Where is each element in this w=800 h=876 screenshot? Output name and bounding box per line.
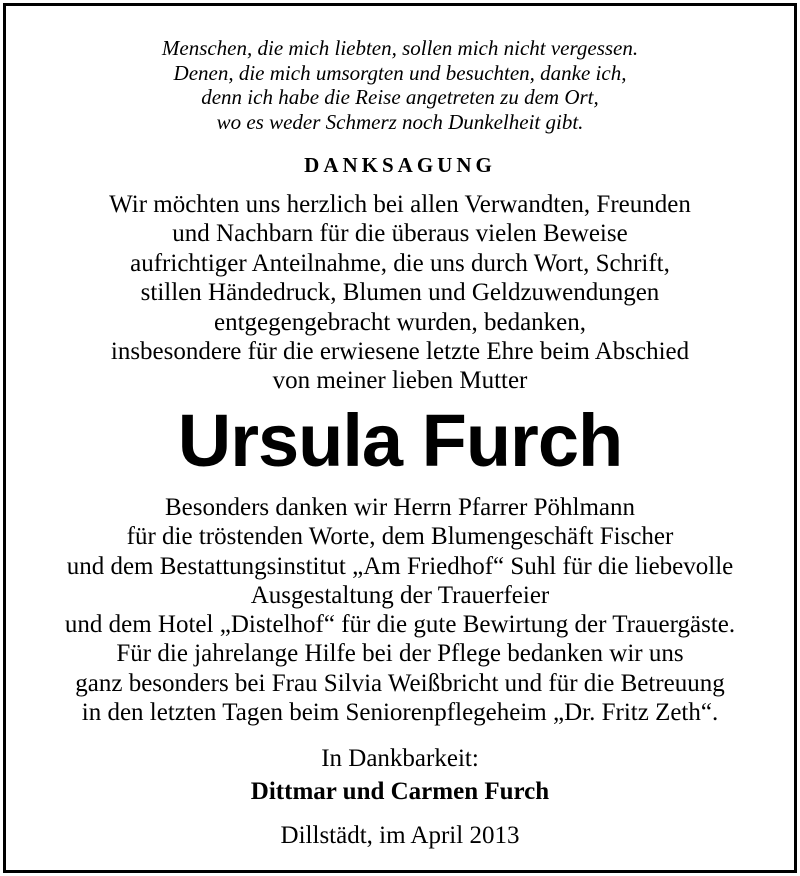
- text-line: und dem Hotel „Distelhof“ für die gute Bewirtung der Trauergäste.: [64, 611, 736, 639]
- deceased-name: Ursula Furch: [177, 399, 623, 482]
- special-thanks-text: [6, 493, 794, 727]
- text-line: Wir möchten uns herzlich bei allen Verwandten, Freunden: [109, 191, 691, 218]
- acknowledgement-text: [6, 190, 794, 396]
- text-line: aufrichtiger Anteilnahme, die uns durch Wort, Schrift,: [130, 249, 670, 277]
- text-line: und dem Bestattungsinstitut „Am Friedhof“ Suhl für die liebevolle: [66, 552, 734, 580]
- text-line: stillen Händedruck, Blumen und Geldzuwendungen: [140, 279, 660, 307]
- text-line: Ausgestaltung der Trauerfeier: [250, 581, 550, 609]
- poem-line: Denen, die mich umsorgten und besuchten, danke ich,: [173, 60, 627, 85]
- text-line: entgegengebracht wurden, bedanken,: [213, 308, 587, 336]
- text-line: in den letzten Tagen beim Seniorenpflegeheim „Dr. Fritz Zeth“.: [81, 699, 719, 727]
- poem-line: denn ich habe die Reise angetreten zu dem Ort,: [201, 85, 599, 109]
- closing-intro: In Dankbarkeit:: [321, 745, 479, 772]
- poem-line: wo es weder Schmerz noch Dunkelheit gibt.: [216, 109, 584, 134]
- text-line: Für die jahrelange Hilfe bei der Pflege bedanken wir uns: [116, 640, 684, 668]
- notice-heading: DANKSAGUNG: [304, 153, 496, 177]
- text-line: für die tröstenden Worte, dem Blumengeschäft Fischer: [126, 523, 674, 551]
- poem-line: Menschen, die mich liebten, sollen mich nicht vergessen.: [161, 36, 639, 60]
- text-line: ganz besonders bei Frau Silvia Weißbricht und für die Betreuung: [75, 669, 725, 697]
- text-line: von meiner lieben Mutter: [272, 367, 528, 395]
- text-line: und Nachbarn für die überaus vielen Beweise: [172, 220, 628, 248]
- place-and-date: Dillstädt, im April 2013: [280, 822, 520, 849]
- text-line: Besonders danken wir Herrn Pfarrer Pöhlmann: [164, 494, 635, 521]
- memorial-poem: [6, 36, 794, 134]
- signers: Dittmar und Carmen Furch: [250, 778, 550, 805]
- obituary-notice: [3, 3, 797, 873]
- text-line: insbesondere für die erwiesene letzte Ehre beim Abschied: [110, 338, 690, 366]
